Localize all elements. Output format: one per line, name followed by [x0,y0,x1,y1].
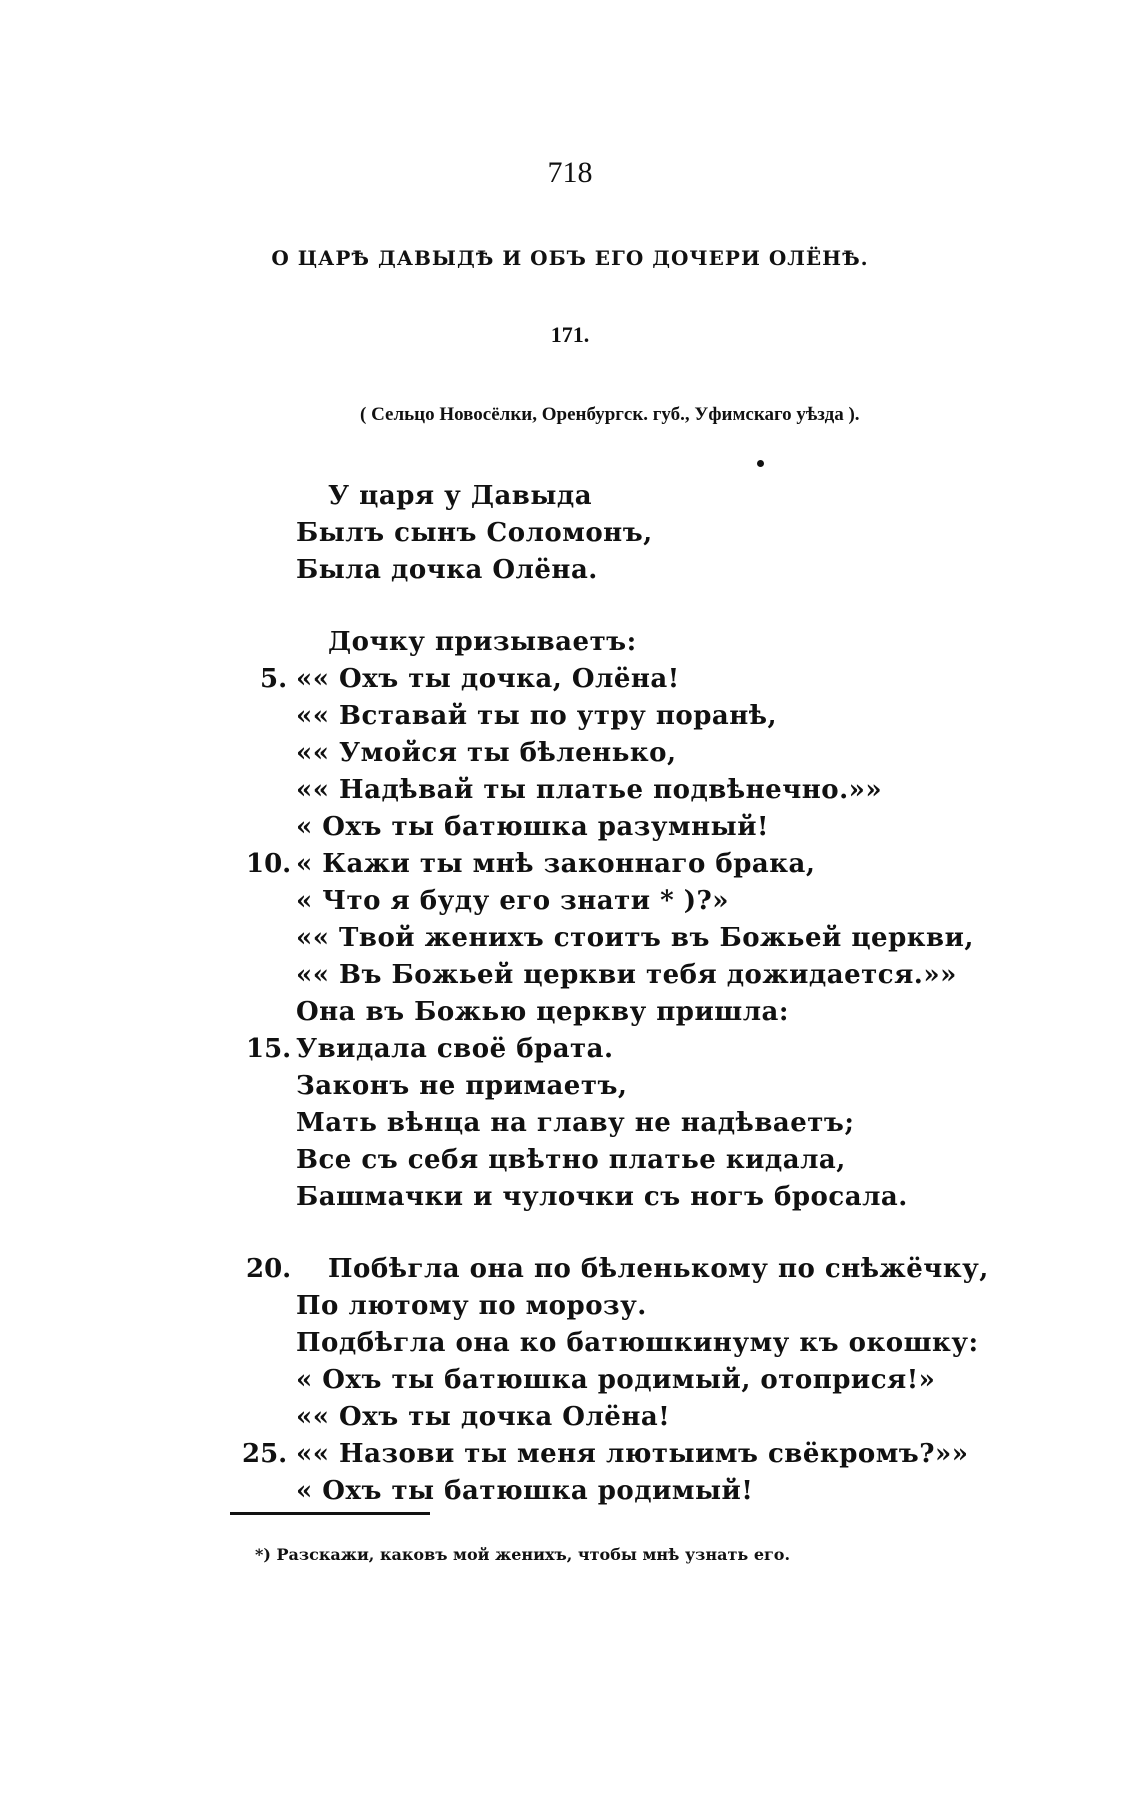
verse-line: « Кажи ты мнѣ законнаго брака, [296,849,816,879]
verse-line: «« Умойся ты бѣленько, [296,738,677,768]
verse-line: Былъ сынъ Соломонъ, [296,518,653,548]
verse-line: Дочку призываетъ: [328,627,637,657]
verse-line: У царя у Давыда [328,481,593,511]
verse-line: «« Надѣвай ты платье подвѣнечно.»» [296,775,883,805]
verse-line: « Охъ ты батюшка разумный! [296,812,769,842]
page-number: 718 [547,156,593,189]
verse-line: «« Твой женихъ стоитъ въ Божьей церкви, [296,923,974,953]
verse-line: «« Вставай ты по утру поранѣ, [296,701,778,731]
line-number: 25. [242,1439,288,1469]
verse-line: « Охъ ты батюшка родимый! [296,1476,754,1506]
verse-line: Увидала своё брата. [296,1034,614,1064]
verse-line: По лютому по морозу. [296,1291,647,1321]
verse-line: Башмачки и чулочки съ ногъ бросала. [296,1182,908,1212]
verse-line: «« Въ Божьей церкви тебя дожидается.»» [296,960,957,990]
line-number: 20. [246,1254,292,1284]
verse-line: « Что я буду его знати * )?» [296,886,730,916]
footnote-rule [230,1512,430,1515]
stray-dot-mark [757,460,764,467]
song-title: О ЦАРѢ ДАВЫДѢ И ОБЪ ЕГО ДОЧЕРИ ОЛЁНѢ. [271,246,869,270]
source-note: ( Сельцо Новосёлки, Оренбургск. губ., Уфимскаго уѣзда ). [360,404,860,425]
verse-line: Мать вѣнца на главу не надѣваетъ; [296,1108,855,1138]
verse-line: Подбѣгла она ко батюшкинуму къ окошку: [296,1328,979,1358]
verse-line: «« Охъ ты дочка, Олёна! [296,664,680,694]
footnote-text: *) Разскажи, каковъ мой женихъ, чтобы мнѣ узнать его. [255,1545,791,1564]
verse-line: Она въ Божью церкву пришла: [296,997,789,1027]
line-number: 10. [246,849,292,879]
line-number: 5. [260,664,288,694]
line-number: 15. [246,1034,292,1064]
verse-line: «« Назови ты меня лютыимъ свёкромъ?»» [296,1439,969,1469]
verse-line: Все съ себя цвѣтно платье кидала, [296,1145,846,1175]
verse-line: Побѣгла она по бѣленькому по снѣжёчку, [328,1254,989,1284]
verse-line: « Охъ ты батюшка родимый, отоприся!» [296,1365,936,1395]
verse-line: «« Охъ ты дочка Олёна! [296,1402,671,1432]
verse-line: Законъ не примаетъ, [296,1071,628,1101]
verse-line: Была дочка Олёна. [296,555,598,585]
song-number: 171. [550,322,590,347]
